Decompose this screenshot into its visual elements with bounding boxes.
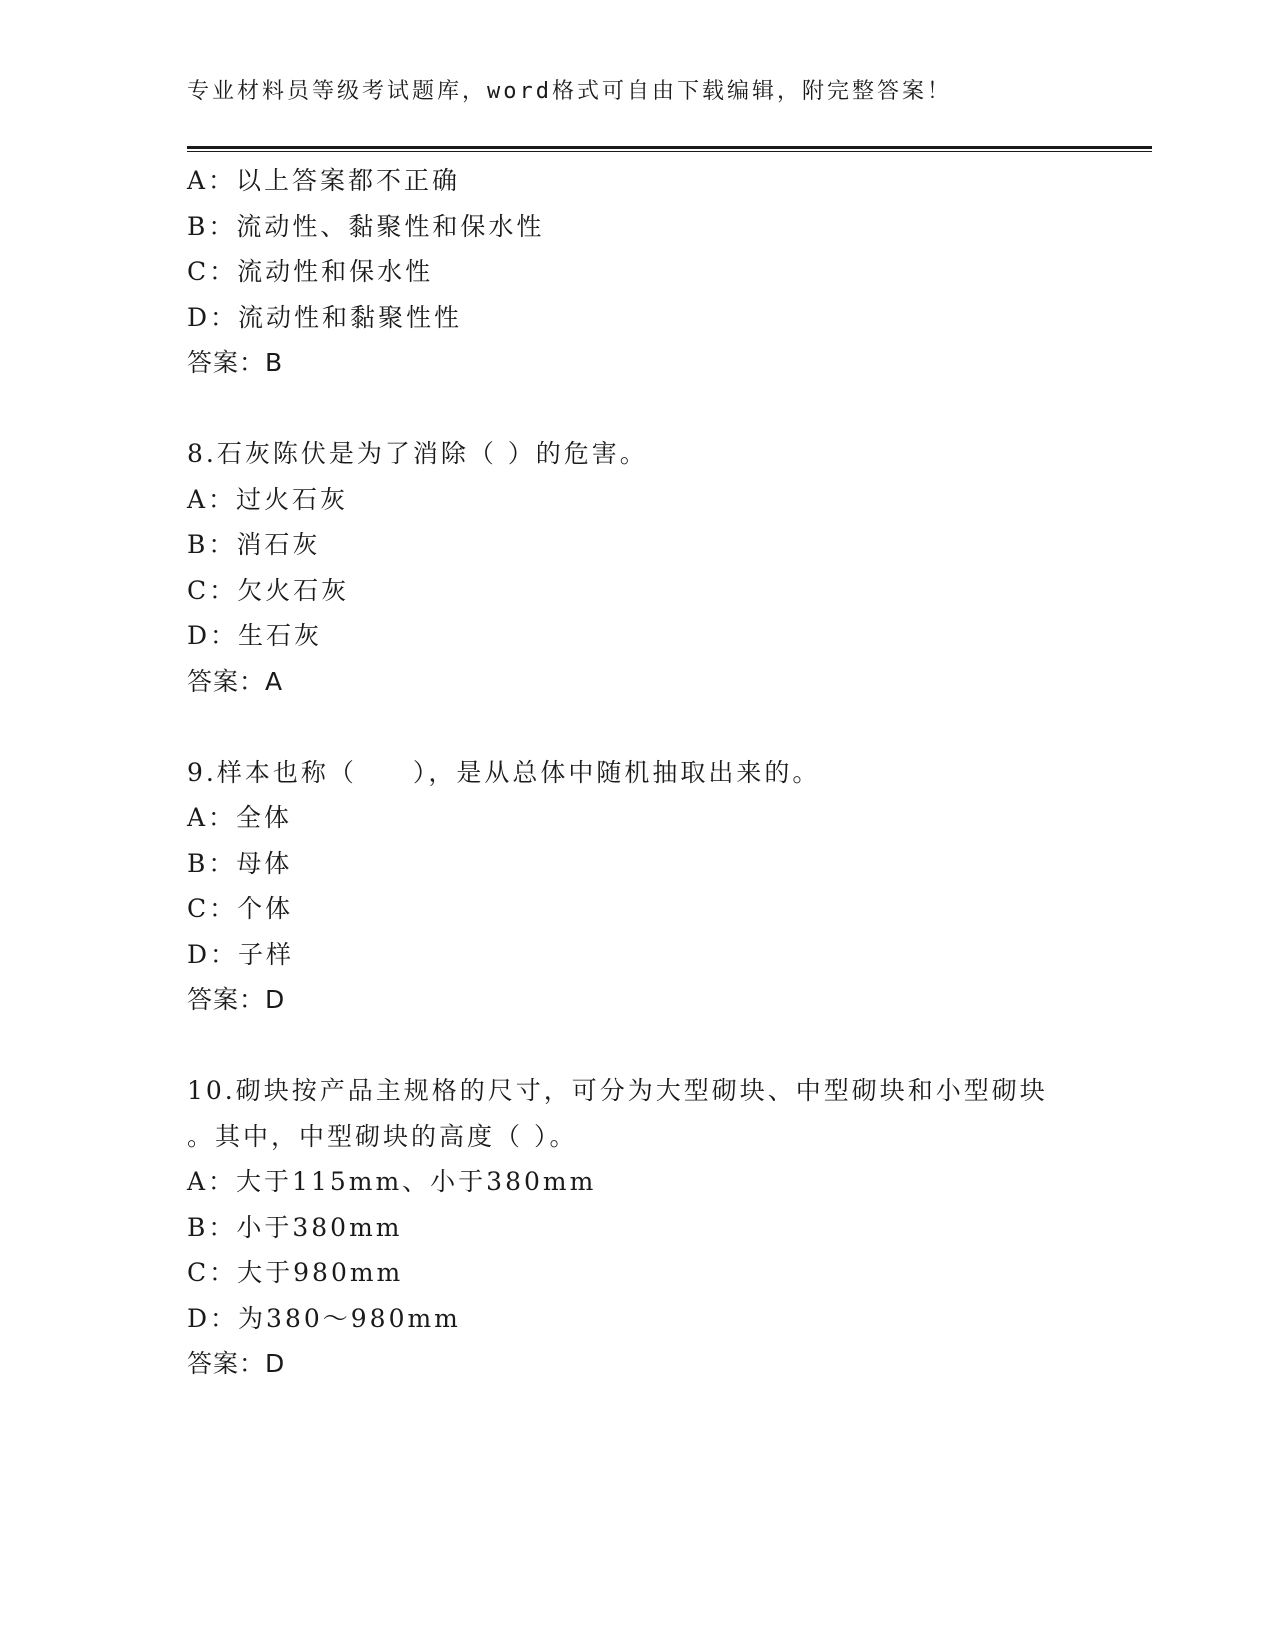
question-block	[187, 1068, 1147, 1387]
header-divider	[187, 146, 1152, 149]
answer-text: 答案：D	[187, 985, 286, 1014]
answer-text: 答案：B	[187, 348, 284, 377]
header-divider-thin	[187, 151, 1152, 152]
question-text: 8.石灰陈伏是为了消除（ ）的危害。	[187, 439, 648, 468]
question-block	[187, 158, 1147, 386]
answer-text: 答案：D	[187, 1349, 286, 1378]
option-a: A：以上答案都不正确	[187, 166, 461, 195]
option-b: B：消石灰	[187, 530, 321, 559]
option-b: B：小于380mm	[187, 1212, 403, 1242]
option-a: A：大于115mm、小于380mm	[187, 1167, 597, 1196]
spacer	[187, 704, 1147, 750]
option-d: D：生石灰	[187, 621, 323, 650]
option-a: A：全体	[187, 803, 293, 832]
question-list	[187, 158, 1147, 1387]
header-text: 专业材料员等级考试题库，word格式可自由下载编辑，附完整答案！	[187, 79, 952, 104]
option-d: D：为380～980mm	[187, 1303, 461, 1333]
spacer	[187, 1023, 1147, 1069]
question-text-line-1: 10.砌块按产品主规格的尺寸，可分为大型砌块、中型砌块和小型砌块	[187, 1076, 1048, 1105]
option-c: C：欠火石灰	[187, 575, 350, 605]
option-c: C：个体	[187, 894, 294, 923]
question-block	[187, 431, 1147, 704]
spacer	[187, 386, 1147, 432]
option-c: C：流动性和保水性	[187, 257, 434, 286]
question-text-line-2: 。其中，中型砌块的高度（ ）。	[187, 1121, 578, 1151]
option-d: D：流动性和黏聚性性	[187, 302, 463, 332]
question-block	[187, 750, 1147, 1023]
option-b: B：母体	[187, 848, 293, 878]
answer-text: 答案：A	[187, 666, 284, 696]
option-d: D：子样	[187, 939, 295, 969]
option-b: B：流动性、黏聚性和保水性	[187, 211, 545, 241]
option-a: A：过火石灰	[187, 484, 349, 514]
option-c: C：大于980mm	[187, 1258, 404, 1287]
question-text: 9.样本也称（ ），是从总体中随机抽取出来的。	[187, 757, 821, 787]
